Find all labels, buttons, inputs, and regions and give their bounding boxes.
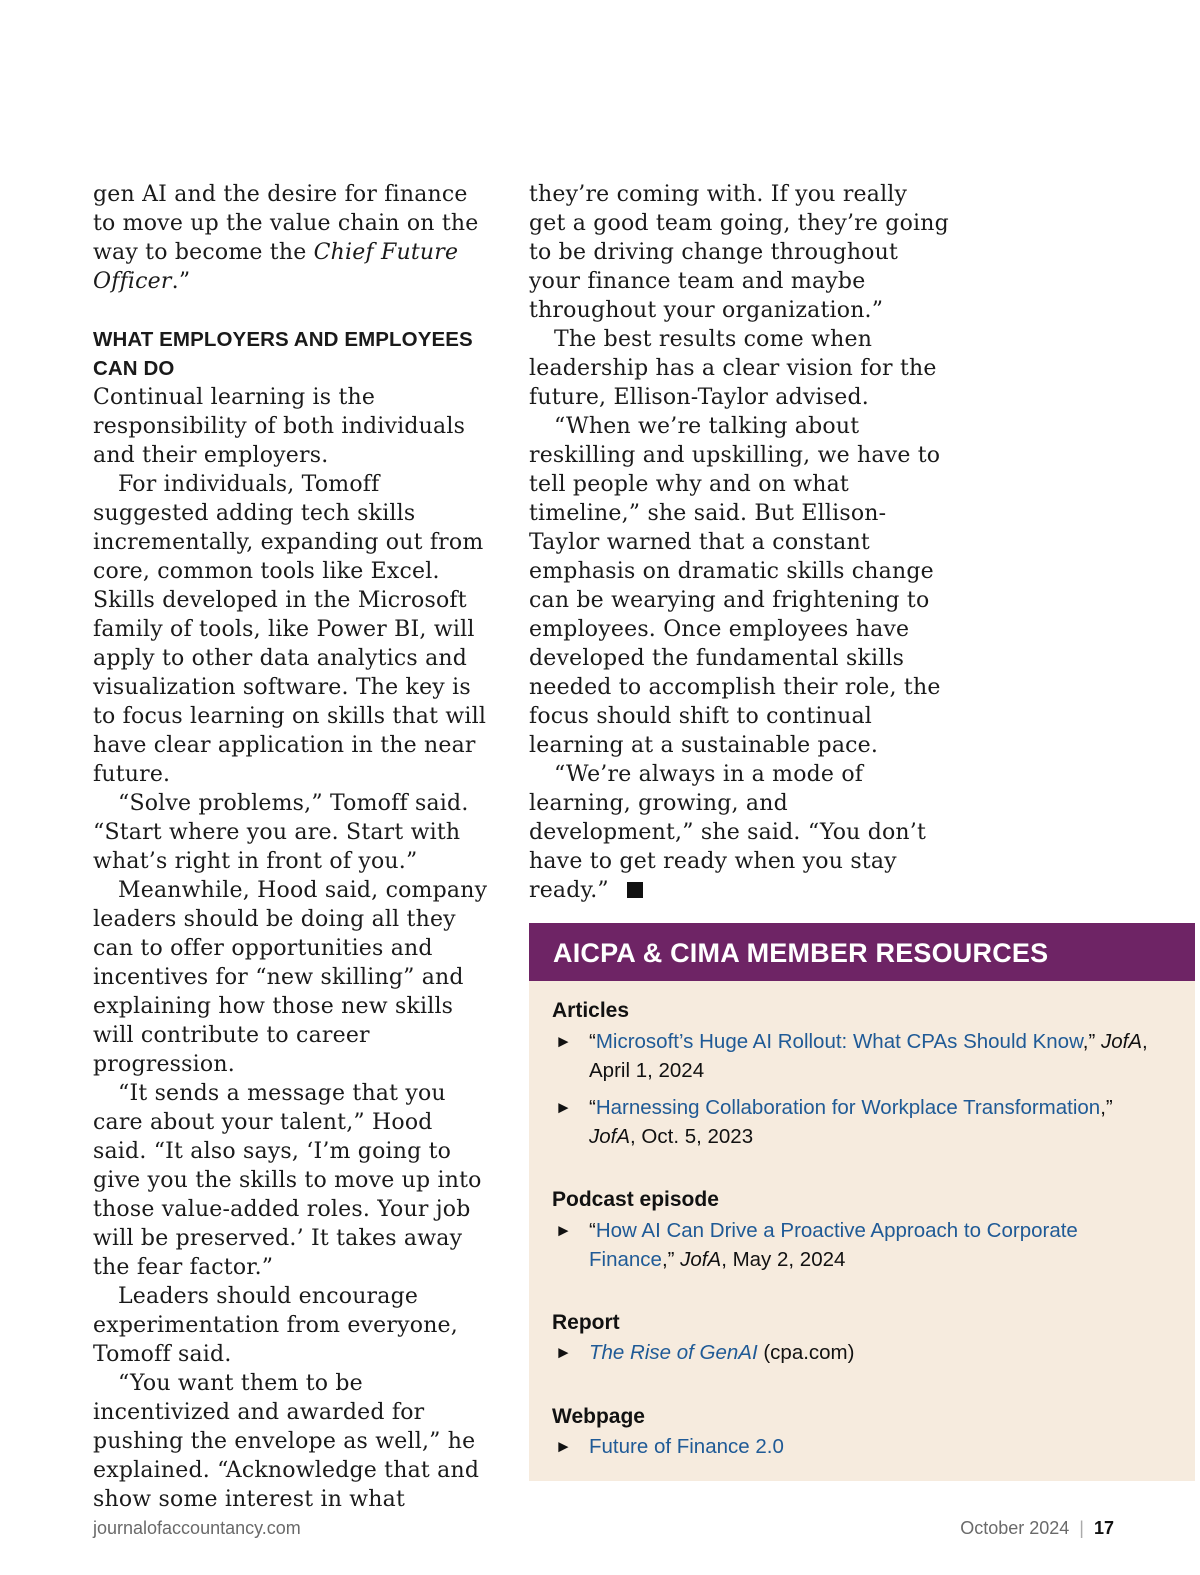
footer-site[interactable]: journalofaccountancy.com — [93, 1518, 301, 1538]
resource-item-article-2: ► “Harnessing Collaboration for Workplace Transformation,” JofA, Oct. 5, 2023 — [552, 1093, 1152, 1151]
resources-header: AICPA & CIMA MEMBER RESOURCES — [529, 923, 1195, 981]
footer-separator: | — [1079, 1518, 1084, 1538]
articles-title: Articles — [552, 999, 630, 1022]
page-number: 17 — [1093, 1518, 1114, 1538]
member-resources-box — [529, 923, 1195, 1481]
podcast-title: Podcast episode — [552, 1188, 719, 1211]
body-paragraph: they’re coming with. If you really get a good team going, they’re going to be driving change throughout your finance team and maybe throughout your organization.” — [529, 182, 949, 323]
webpage-link-future-of-finance[interactable]: Future of Finance 2.0 — [589, 1435, 784, 1458]
body-paragraph: For individuals, Tomoff suggested adding tech skills incrementally, expanding out from core, common tools like Excel. Skills developed in the Microsoft family of tools, like Power BI, will apply to other data analytics and visualization software. The key is to focus learning on skills that will have clear application in the near future. — [93, 472, 487, 787]
intro-paragraph: gen AI and the desire for finance to move up the value chain on the way to become the Chief Future Officer.” — [93, 182, 479, 294]
triangle-bullet-icon: ► — [555, 1343, 572, 1362]
triangle-bullet-icon: ► — [555, 1032, 572, 1051]
report-link-rise-of-genai[interactable]: The Rise of GenAI — [589, 1341, 758, 1364]
body-paragraph: “Solve problems,” Tomoff said. “Start where you are. Start with what’s right in front of you.” — [93, 791, 469, 874]
chief-future-officer-italic: Chief Future Officer — [93, 240, 459, 294]
resource-item-article-1: ► “Microsoft’s Huge AI Rollout: What CPAs Should Know,” JofA, April 1, 2024 — [552, 1027, 1152, 1085]
resource-item-podcast-1: ► “How AI Can Drive a Proactive Approach to Corporate Finance,” JofA, May 2, 2024 — [552, 1216, 1152, 1274]
triangle-bullet-icon: ► — [555, 1437, 572, 1456]
body-paragraph: “You want them to be incentivized and awarded for pushing the envelope as well,” he explained. “Acknowledge that and show some interest in what — [93, 1371, 480, 1512]
body-paragraph: Continual learning is the responsibility of both individuals and their employers. — [93, 385, 466, 468]
end-of-article-square-icon — [627, 882, 643, 898]
body-paragraph: “We’re always in a mode of learning, growing, and development,” she said. “You don’t have to get ready when you stay ready.” — [529, 762, 927, 903]
footer-issue-info — [960, 1518, 1114, 1539]
body-paragraph: “When we’re talking about reskilling and upskilling, we have to tell people why and on what timeline,” she said. But Ellison-Taylor warned that a constant emphasis on dramatic skills change can be wearying and frightening to employees. Once employees have developed the fundamental skills needed to accomplish their role, the focus should shift to continual learning at a sustainable pace. — [529, 414, 941, 758]
podcast-link-ai-corporate-finance[interactable]: How AI Can Drive a Proactive Approach to Corporate Finance — [589, 1219, 1078, 1271]
body-paragraph: “It sends a message that you care about your talent,” Hood said. “It also says, ‘I’m going to give you the skills to move up into those value-added roles. Your job will be preserved.’ It takes away the fear factor.” — [93, 1081, 482, 1280]
article-link-harnessing-collaboration[interactable]: Harnessing Collaboration for Workplace Transformation — [595, 1096, 1101, 1119]
triangle-bullet-icon: ► — [555, 1221, 572, 1240]
right-column — [529, 180, 949, 905]
resource-item-webpage-1 — [552, 1432, 1152, 1461]
triangle-bullet-icon: ► — [555, 1098, 572, 1117]
section-heading: WHAT EMPLOYERS AND EMPLOYEES CAN DO — [93, 328, 473, 380]
body-paragraph: Meanwhile, Hood said, company leaders should be doing all they can to offer opportunities and incentives for “new skilling” and explaining how those new skills will contribute to career progression. — [93, 878, 488, 1077]
resource-item-report-1: ► The Rise of GenAI (cpa.com) — [552, 1338, 1152, 1367]
report-title: Report — [552, 1311, 620, 1334]
article-link-microsoft-ai[interactable]: Microsoft’s Huge AI Rollout: What CPAs Should Know — [595, 1030, 1083, 1053]
footer-issue-date: October 2024 — [960, 1518, 1070, 1538]
body-paragraph: The best results come when leadership has a clear vision for the future, Ellison-Taylor advised. — [529, 327, 937, 410]
left-column — [93, 180, 493, 1514]
body-paragraph: Leaders should encourage experimentation from everyone, Tomoff said. — [93, 1284, 458, 1367]
webpage-title: Webpage — [552, 1405, 645, 1428]
